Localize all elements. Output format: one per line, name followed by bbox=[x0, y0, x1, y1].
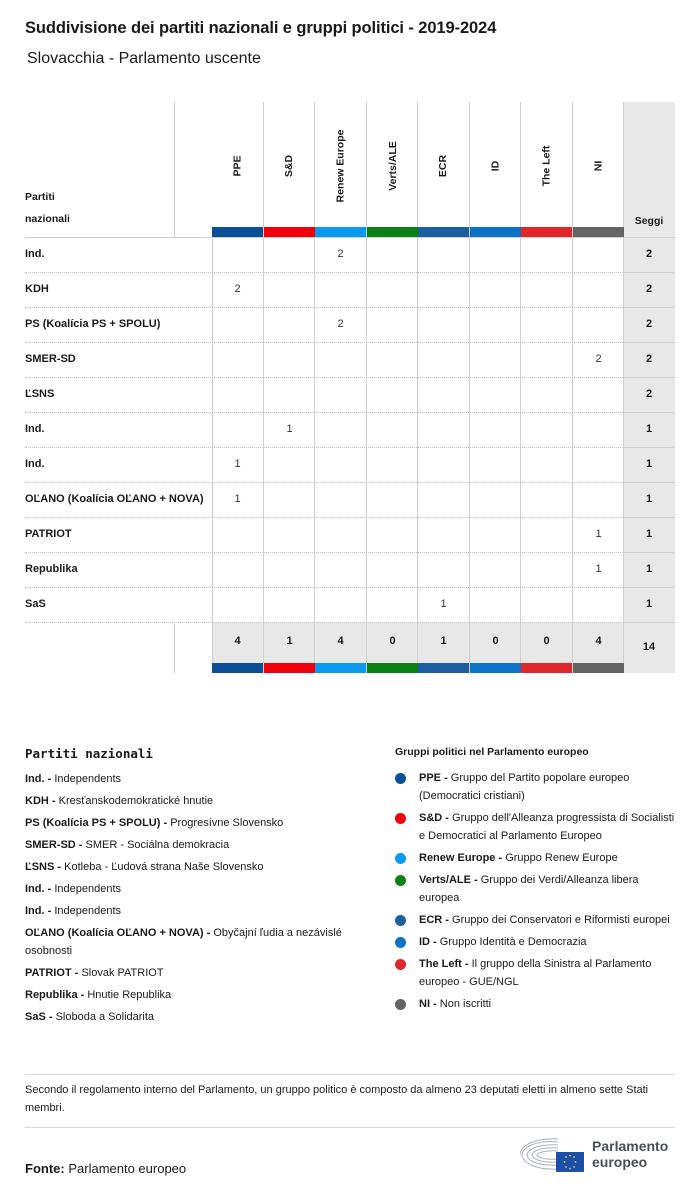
group-abbr: ID bbox=[419, 936, 430, 948]
group-abbr: S&D bbox=[419, 812, 443, 824]
group-abbr: ECR bbox=[419, 914, 443, 926]
separator: - bbox=[430, 998, 440, 1010]
divider bbox=[25, 237, 675, 238]
source bbox=[25, 1161, 186, 1176]
column-header-id bbox=[470, 108, 521, 223]
legend-party-item bbox=[25, 878, 375, 900]
group-fullname: Gruppo dell'Alleanza progressista di Socialisti e Democratici al Parlamento Europeo bbox=[419, 812, 675, 842]
seat-total: 2 bbox=[645, 388, 653, 400]
row-divider bbox=[623, 552, 675, 553]
party-fullname: Independents bbox=[54, 773, 122, 785]
column-header-label: The Left bbox=[540, 145, 553, 186]
separator: - bbox=[44, 773, 55, 785]
group-color-bar bbox=[367, 663, 418, 673]
row-divider bbox=[623, 272, 675, 273]
party-name: Republika bbox=[25, 563, 78, 575]
legend-group-item bbox=[395, 995, 680, 1013]
group-color-bar bbox=[521, 227, 572, 237]
party-abbr: SMER-SD bbox=[25, 839, 76, 851]
separator: - bbox=[75, 839, 86, 851]
seat-total: 1 bbox=[645, 423, 653, 435]
seat-total: 2 bbox=[645, 318, 653, 330]
party-abbr: Ind. bbox=[25, 773, 45, 785]
legend-party-item bbox=[25, 768, 375, 790]
legend-group-item bbox=[395, 933, 680, 951]
row-divider bbox=[25, 517, 623, 518]
legend-national-parties bbox=[25, 746, 375, 1028]
row-divider bbox=[25, 412, 623, 413]
group-color-dot-icon bbox=[395, 875, 406, 886]
seat-cell: 1 bbox=[440, 598, 447, 610]
legend-groups-title: Gruppi politici nel Parlamento europeo bbox=[395, 746, 589, 758]
group-color-bar bbox=[418, 227, 469, 237]
divider bbox=[212, 237, 213, 673]
party-abbr: PS (Koalícia PS + SPOLU) bbox=[25, 817, 161, 829]
seat-total: 2 bbox=[645, 248, 653, 260]
row-divider bbox=[25, 342, 623, 343]
column-header-s-d bbox=[264, 108, 315, 223]
group-color-bar bbox=[315, 663, 366, 673]
legend-group-item bbox=[395, 849, 680, 867]
column-header-ecr bbox=[418, 108, 469, 223]
group-color-dot-icon bbox=[395, 959, 406, 970]
legend-party-item bbox=[25, 790, 375, 812]
group-total: 4 bbox=[595, 635, 602, 647]
group-color-dot-icon bbox=[395, 937, 406, 948]
separator: - bbox=[442, 914, 453, 926]
row-divider bbox=[25, 377, 623, 378]
group-abbr: Verts/ALE bbox=[419, 874, 471, 886]
group-fullname: Gruppo Identità e Democrazia bbox=[439, 936, 587, 948]
group-color-bar bbox=[418, 663, 469, 673]
column-header-ppe bbox=[212, 108, 263, 223]
group-fullname: Gruppo dei Verdi/Alleanza libera europea bbox=[419, 874, 639, 904]
legend-group-item bbox=[395, 911, 680, 929]
legend-party-item bbox=[25, 834, 375, 856]
column-header-label: ECR bbox=[437, 154, 450, 177]
divider bbox=[25, 1074, 675, 1075]
group-color-dot-icon bbox=[395, 773, 406, 784]
separator: - bbox=[54, 861, 65, 873]
page-title: Suddivisione dei partiti nazionali e gruppi politici - 2019-2024 bbox=[25, 19, 497, 37]
column-header-label: NI bbox=[592, 160, 605, 171]
separator: - bbox=[48, 795, 59, 807]
separator: - bbox=[45, 1011, 56, 1023]
hemicycle-eu-flag-icon bbox=[520, 1136, 586, 1174]
column-header-verts-ale bbox=[367, 108, 418, 223]
seats-table bbox=[25, 102, 675, 673]
party-fullname: Independents bbox=[54, 883, 122, 895]
ep-logo bbox=[520, 1136, 680, 1176]
legend-party-item bbox=[25, 856, 375, 878]
group-color-bar bbox=[470, 663, 521, 673]
row-header bbox=[25, 186, 70, 230]
separator: - bbox=[203, 927, 214, 939]
separator: - bbox=[441, 772, 451, 784]
group-color-bar bbox=[212, 663, 263, 673]
legend-party-item bbox=[25, 922, 375, 962]
group-total: 0 bbox=[543, 635, 550, 647]
seat-cell: 1 bbox=[595, 528, 602, 540]
group-fullname: Gruppo Renew Europe bbox=[505, 852, 618, 864]
seat-total: 1 bbox=[645, 598, 653, 610]
group-abbr: Renew Europe bbox=[419, 852, 496, 864]
party-fullname: Independents bbox=[54, 905, 122, 917]
separator: - bbox=[71, 967, 82, 979]
row-divider bbox=[623, 482, 675, 483]
group-abbr: NI bbox=[419, 998, 430, 1010]
divider bbox=[174, 622, 175, 673]
seat-cell: 1 bbox=[234, 458, 241, 470]
party-abbr: Ind. bbox=[25, 905, 45, 917]
seat-cell: 2 bbox=[337, 248, 344, 260]
group-fullname: Gruppo dei Conservatori e Riformisti europei bbox=[452, 914, 670, 926]
seat-total: 1 bbox=[645, 563, 653, 575]
party-name: SMER-SD bbox=[25, 353, 76, 365]
row-divider bbox=[25, 622, 623, 623]
column-header-label: PPE bbox=[231, 154, 244, 177]
party-fullname: Slovak PATRIOT bbox=[81, 967, 164, 979]
party-name: OĽANO (Koalícia OĽANO + NOVA) bbox=[25, 493, 204, 505]
separator: - bbox=[160, 817, 171, 829]
row-divider bbox=[25, 552, 623, 553]
legend-party-item bbox=[25, 984, 375, 1006]
column-header-renew-europe bbox=[315, 108, 366, 223]
row-divider bbox=[25, 447, 623, 448]
legend-party-item bbox=[25, 1006, 375, 1028]
group-fullname: Gruppo del Partito popolare europeo (Democratici cristiani) bbox=[419, 772, 630, 802]
legend-group-item bbox=[395, 809, 680, 845]
logo-line2: europeo bbox=[592, 1154, 648, 1170]
separator: - bbox=[461, 958, 472, 970]
group-fullname: Il gruppo della Sinistra al Parlamento europeo - GUE/NGL bbox=[419, 958, 652, 988]
seat-cell: 1 bbox=[234, 493, 241, 505]
row-divider bbox=[623, 377, 675, 378]
party-abbr: Republika bbox=[25, 989, 78, 1001]
group-total: 0 bbox=[492, 635, 499, 647]
seat-total: 2 bbox=[645, 283, 653, 295]
column-header-label: ID bbox=[489, 160, 502, 171]
legend-party-item bbox=[25, 812, 375, 834]
footnote: Secondo il regolamento interno del Parlamento, un gruppo politico è composto da almeno 23 deputati eletti in almeno sette Stati membri. bbox=[25, 1084, 649, 1114]
legend-parties-title: Partiti nazionali bbox=[25, 746, 153, 761]
column-header-label: Verts/ALE bbox=[386, 140, 399, 191]
row-header-line2: nazionali bbox=[25, 213, 70, 225]
group-total: 4 bbox=[337, 635, 344, 647]
group-color-dot-icon bbox=[395, 813, 406, 824]
group-total: 0 bbox=[389, 635, 396, 647]
legend-party-item bbox=[25, 962, 375, 984]
seat-total: 1 bbox=[645, 458, 653, 470]
party-abbr: PATRIOT bbox=[25, 967, 72, 979]
party-fullname: Obyčajní ľudia a nezávislé osobnosti bbox=[25, 927, 342, 957]
party-name: Ind. bbox=[25, 248, 45, 260]
separator: - bbox=[44, 905, 55, 917]
group-abbr: The Left bbox=[419, 958, 462, 970]
party-abbr: ĽSNS bbox=[25, 861, 55, 873]
party-name: Ind. bbox=[25, 423, 45, 435]
group-fullname: Non iscritti bbox=[439, 998, 492, 1010]
column-header-label: Renew Europe bbox=[334, 129, 347, 202]
party-name: PATRIOT bbox=[25, 528, 72, 540]
group-color-dot-icon bbox=[395, 853, 406, 864]
legend-group-item bbox=[395, 769, 680, 805]
group-color-bar bbox=[367, 227, 418, 237]
logo-line1: Parlamento bbox=[592, 1138, 669, 1154]
party-abbr: OĽANO (Koalícia OĽANO + NOVA) bbox=[25, 927, 204, 939]
seat-cell: 1 bbox=[595, 563, 602, 575]
row-divider bbox=[623, 412, 675, 413]
seat-total: 1 bbox=[645, 528, 653, 540]
group-total: 1 bbox=[440, 635, 447, 647]
separator: - bbox=[77, 989, 88, 1001]
row-divider bbox=[623, 307, 675, 308]
party-abbr: Ind. bbox=[25, 883, 45, 895]
party-fullname: Progresívne Slovensko bbox=[170, 817, 284, 829]
row-divider bbox=[25, 307, 623, 308]
logo-text bbox=[592, 1138, 668, 1170]
separator: - bbox=[442, 812, 453, 824]
group-color-bar bbox=[212, 227, 263, 237]
source-label: Fonte: bbox=[25, 1161, 65, 1176]
group-color-dot-icon bbox=[395, 915, 406, 926]
group-color-bar bbox=[264, 663, 315, 673]
party-fullname: Sloboda a Solidarita bbox=[55, 1011, 155, 1023]
row-header-line1: Partiti bbox=[25, 191, 55, 203]
row-divider bbox=[25, 272, 623, 273]
seat-cell: 2 bbox=[595, 353, 602, 365]
group-color-bar bbox=[264, 227, 315, 237]
party-fullname: Kotleba - Ľudová strana Naše Slovensko bbox=[64, 861, 264, 873]
party-fullname: Kresťanskodemokratické hnutie bbox=[58, 795, 214, 807]
divider bbox=[25, 1127, 675, 1128]
party-fullname: SMER - Sociálna demokracia bbox=[85, 839, 230, 851]
legend-group-item bbox=[395, 871, 680, 907]
separator: - bbox=[430, 936, 440, 948]
row-divider bbox=[623, 342, 675, 343]
seat-cell: 2 bbox=[234, 283, 241, 295]
party-name: PS (Koalícia PS + SPOLU) bbox=[25, 318, 161, 330]
party-fullname: Hnutie Republika bbox=[87, 989, 172, 1001]
separator: - bbox=[495, 852, 506, 864]
row-divider bbox=[623, 517, 675, 518]
seats-header: Seggi bbox=[634, 215, 664, 227]
row-divider bbox=[623, 587, 675, 588]
legend-party-item bbox=[25, 900, 375, 922]
page-subtitle: Slovacchia - Parlamento uscente bbox=[27, 50, 261, 67]
group-abbr: PPE bbox=[419, 772, 442, 784]
group-total: 1 bbox=[286, 635, 293, 647]
column-header-ni bbox=[573, 108, 624, 223]
party-name: SaS bbox=[25, 598, 46, 610]
source-value: Parlamento europeo bbox=[68, 1161, 187, 1176]
group-color-bar bbox=[470, 227, 521, 237]
row-divider bbox=[25, 482, 623, 483]
grand-total: 14 bbox=[642, 641, 656, 653]
party-abbr: SaS bbox=[25, 1011, 46, 1023]
seat-total: 1 bbox=[645, 493, 653, 505]
group-color-bar bbox=[315, 227, 366, 237]
seat-cell: 2 bbox=[337, 318, 344, 330]
row-divider bbox=[623, 622, 675, 623]
column-header-label: S&D bbox=[283, 154, 296, 177]
separator: - bbox=[470, 874, 481, 886]
party-name: Ind. bbox=[25, 458, 45, 470]
group-color-bar bbox=[573, 663, 624, 673]
divider bbox=[174, 102, 175, 237]
seat-cell: 1 bbox=[286, 423, 293, 435]
row-divider bbox=[25, 587, 623, 588]
legend-group-item bbox=[395, 955, 680, 991]
seat-total: 2 bbox=[645, 353, 653, 365]
party-name: KDH bbox=[25, 283, 49, 295]
party-abbr: KDH bbox=[25, 795, 49, 807]
legend-political-groups bbox=[395, 746, 680, 1017]
separator: - bbox=[44, 883, 55, 895]
column-header-the-left bbox=[521, 108, 572, 223]
group-color-bar bbox=[521, 663, 572, 673]
party-name: ĽSNS bbox=[25, 388, 55, 400]
row-divider bbox=[623, 447, 675, 448]
group-total: 4 bbox=[234, 635, 241, 647]
group-color-dot-icon bbox=[395, 999, 406, 1010]
group-color-bar bbox=[573, 227, 624, 237]
